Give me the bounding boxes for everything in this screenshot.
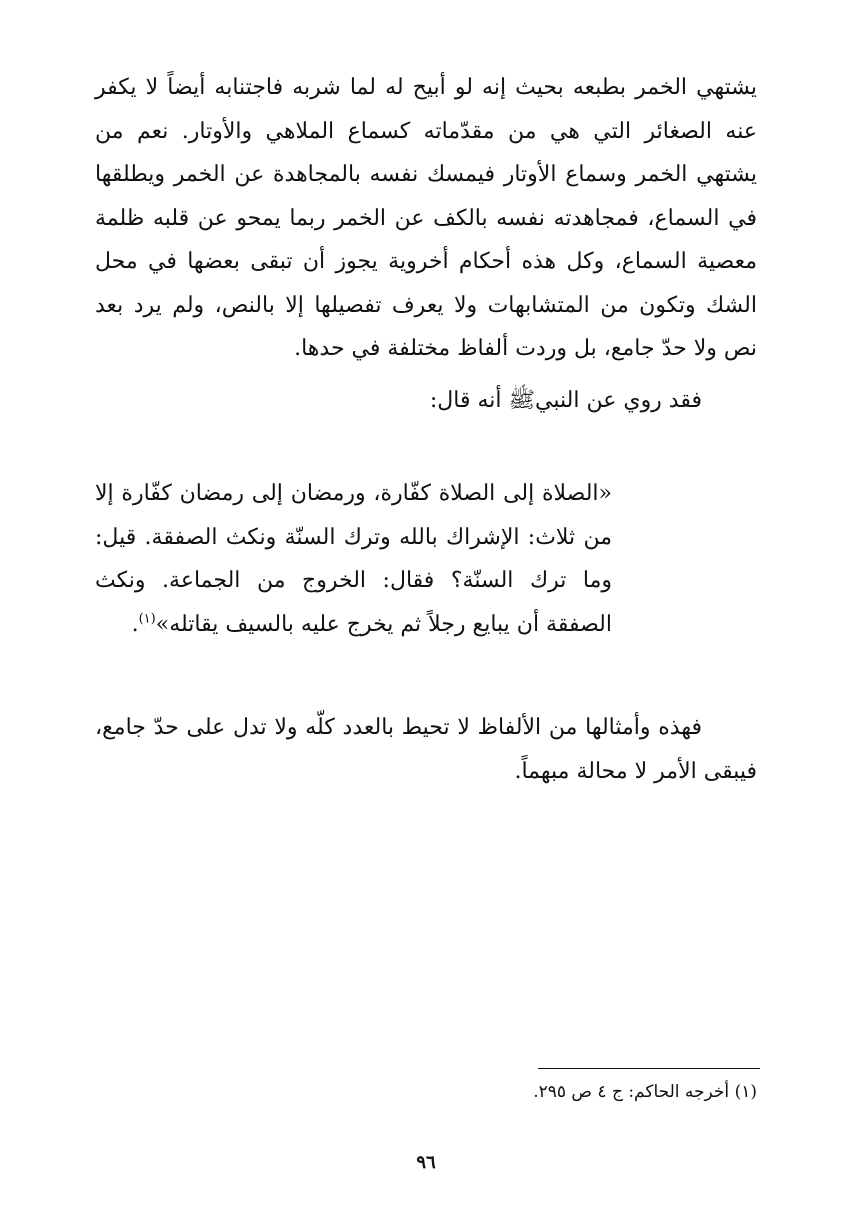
footnote-marker: (١) <box>734 1082 757 1102</box>
footnote-separator <box>538 1068 760 1069</box>
paragraph-1: يشتهي الخمر بطبعه بحيث إنه لو أبيح له لما شربه فاجتنابه أيضاً لا يكفر عنه الصغائر التي هي من مقدّماته كسماع الملاهي والأوتار. نعم من يشتهي الخمر وسماع الأوتار فيمسك نفسه بالمجاهدة عن الخمر ويطلقها في السماع، فمجاهدته نفسه بالكف عن الخمر ربما يمحو عن قلبه ظلمة معصية السماع، وكل هذه أحكام أخروية يجوز أن تبقى بعضها في محل الشك وتكون من المتشابهات ولا يعرف تفصيلها إلا بالنص، ولم يرد بعد نص ولا حدّ جامع، بل وردت ألفاظ مختلفة في حدها. <box>95 75 757 361</box>
hadith-end-mark: . <box>131 611 139 637</box>
footnote-text: أخرجه الحاكم: ج ٤ ص ٢٩٥. <box>533 1082 730 1102</box>
conclusion-paragraph: فهذه وأمثالها من الألفاظ لا تحيط بالعدد كلّه ولا تدل على حدّ جامع، فيبقى الأمر لا محالة مبهماً. <box>95 715 757 784</box>
footnote-reference[interactable]: (١) <box>138 611 156 627</box>
hadith-text: «الصلاة إلى الصلاة كفّارة، ورمضان إلى رمضان كفّارة إلا من ثلاث: الإشراك بالله وترك السنّة ونكث الصفقة. قيل: وما ترك السنّة؟ فقال: الخروج من الجماعة. ونكث الصفقة أن يبايع رجلاً ثم يخرج عليه بالسيف يقاتله» <box>95 481 612 637</box>
hadith-quote <box>95 472 612 646</box>
main-text-block <box>95 66 757 422</box>
hadith-intro-line: فقد روي عن النبيﷺ أنه قال: <box>429 387 702 413</box>
page-number: ٩٦ <box>416 1152 436 1173</box>
footnote-1 <box>533 1078 757 1106</box>
